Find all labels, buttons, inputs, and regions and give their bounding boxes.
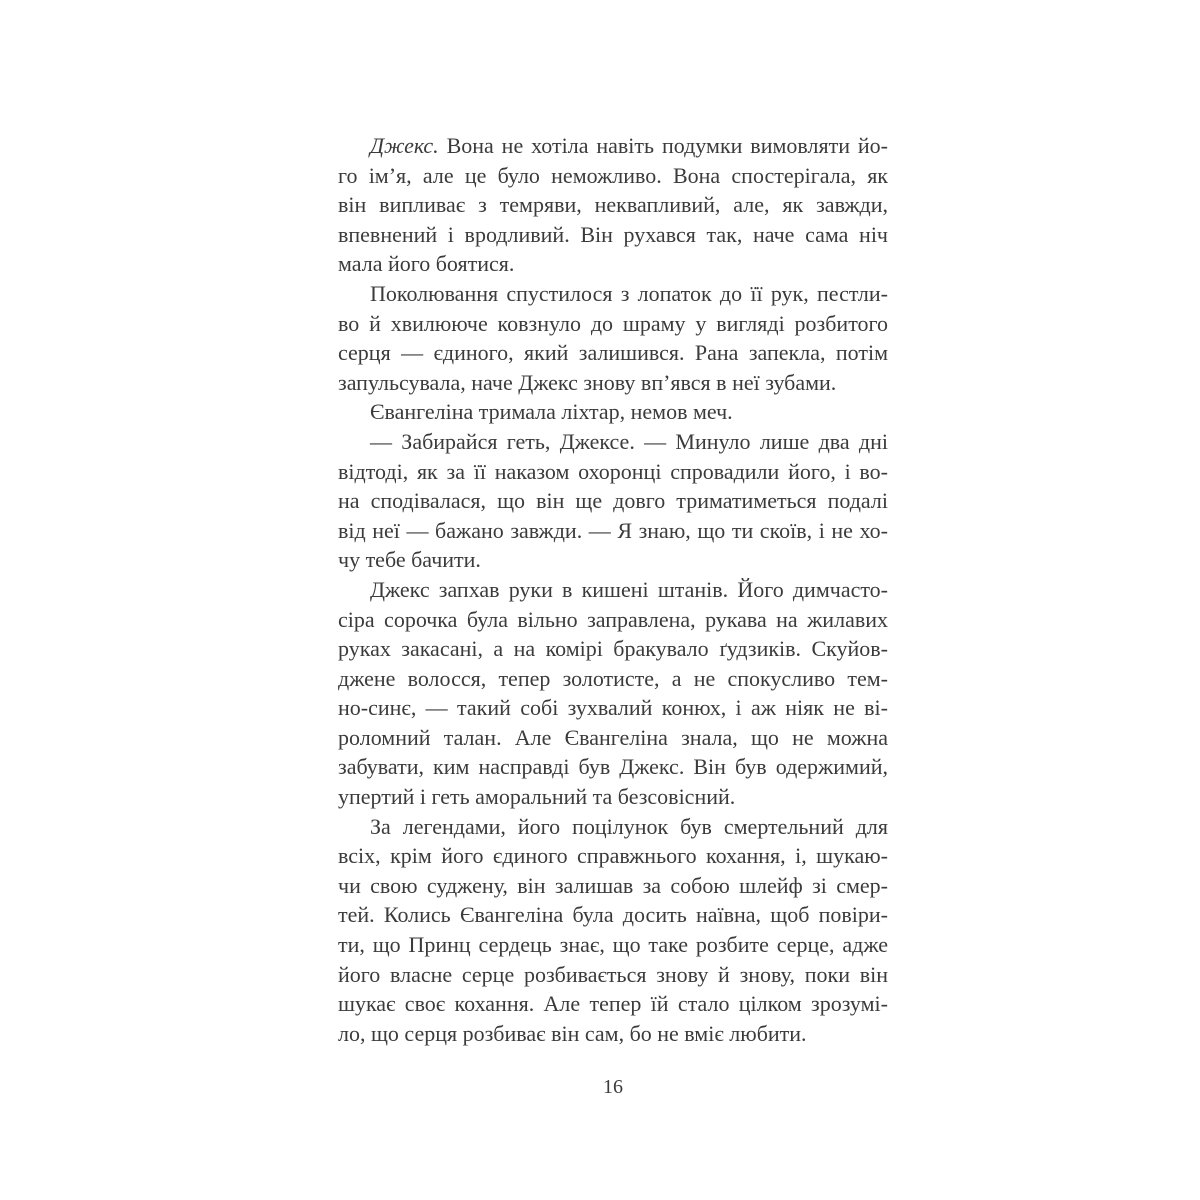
lead-italic-word: Джекс. <box>370 133 439 158</box>
text-line: Джекс запхав руки в кишені штанів. Його димчасто- <box>370 576 888 602</box>
text-line: но-синє, — такий собі зухвалий конюх, і аж ніяк не ві- <box>338 695 888 721</box>
text-line: Євангеліна тримала ліхтар, немов меч. <box>370 399 733 425</box>
text-block <box>338 131 888 1048</box>
text-line: забувати, ким насправді був Джекс. Він був одержимий, <box>338 754 888 780</box>
text-line: впевнений і вродливий. Він рухався так, наче сама ніч <box>338 221 888 247</box>
text-line: тей. Колись Євангеліна була досить наївна, щоб повіри- <box>338 902 888 928</box>
text-line: За легендами, його поцілунок був смертельний для <box>370 813 888 839</box>
text-line: чи свою суджену, він залишав за собою шлейф зі смер- <box>338 872 888 898</box>
paragraph <box>338 575 888 812</box>
text-line: — Забирайся геть, Джексе. — Минуло лише два дні <box>370 428 888 454</box>
paragraph <box>338 131 888 279</box>
text-line: всіх, крім його єдиного справжнього кохання, і, шукаю- <box>338 843 888 869</box>
text-line: упертий і геть аморальний та безсовісний. <box>338 784 736 810</box>
text-line: запульсувала, наче Джекс знову вп’явся в неї зубами. <box>338 369 837 395</box>
text-line: шукає своє кохання. Але тепер їй стало цілком зрозумі- <box>338 991 888 1017</box>
text-line <box>338 131 888 161</box>
paragraph <box>338 427 888 575</box>
text-line: від неї — бажано завжди. — Я знаю, що ти скоїв, і не хо- <box>338 517 888 543</box>
text-line: чу тебе бачити. <box>338 547 481 573</box>
text-line: на сподівалася, що він ще довго триматиметься подалі <box>338 488 888 514</box>
paragraph <box>338 279 888 397</box>
text-line: во й хвилююче ковзнуло до шраму у вигляді розбитого <box>338 310 888 336</box>
text-line: він випливає з темряви, неквапливий, але, як завжди, <box>338 192 888 218</box>
page-number: 16 <box>603 1076 623 1098</box>
text-line: мала його боятися. <box>338 251 515 277</box>
text-line: руках закасані, а на комірі бракувало ґудзиків. Скуйов- <box>338 636 888 662</box>
paragraph <box>338 812 888 1049</box>
text-line: серця — єдиного, який залишився. Рана запекла, потім <box>338 340 888 366</box>
text-line: роломний талан. Але Євангеліна знала, що не можна <box>338 724 888 750</box>
text-line: його власне серце розбивається знову й знову, поки він <box>338 961 888 987</box>
text-line: ло, що серця розбиває він сам, бо не вміє любити. <box>338 1020 807 1046</box>
text-line: Поколювання спустилося з лопаток до її рук, пестли- <box>370 280 888 306</box>
paragraph <box>338 397 888 427</box>
text-line: відтоді, як за її наказом охоронці спровадили його, і во- <box>338 458 888 484</box>
text-line: го ім’я, але це було неможливо. Вона спостерігала, як <box>338 162 888 188</box>
text-segment: Вона не хотіла навіть подумки вимовляти йо- <box>438 133 888 158</box>
text-line: джене волосся, тепер золотисте, а не спокусливо тем- <box>338 665 888 691</box>
text-line: сіра сорочка була вільно заправлена, рукава на жилавих <box>338 606 888 632</box>
text-line: ти, що Принц сердець знає, що таке розбите серце, адже <box>338 932 888 958</box>
